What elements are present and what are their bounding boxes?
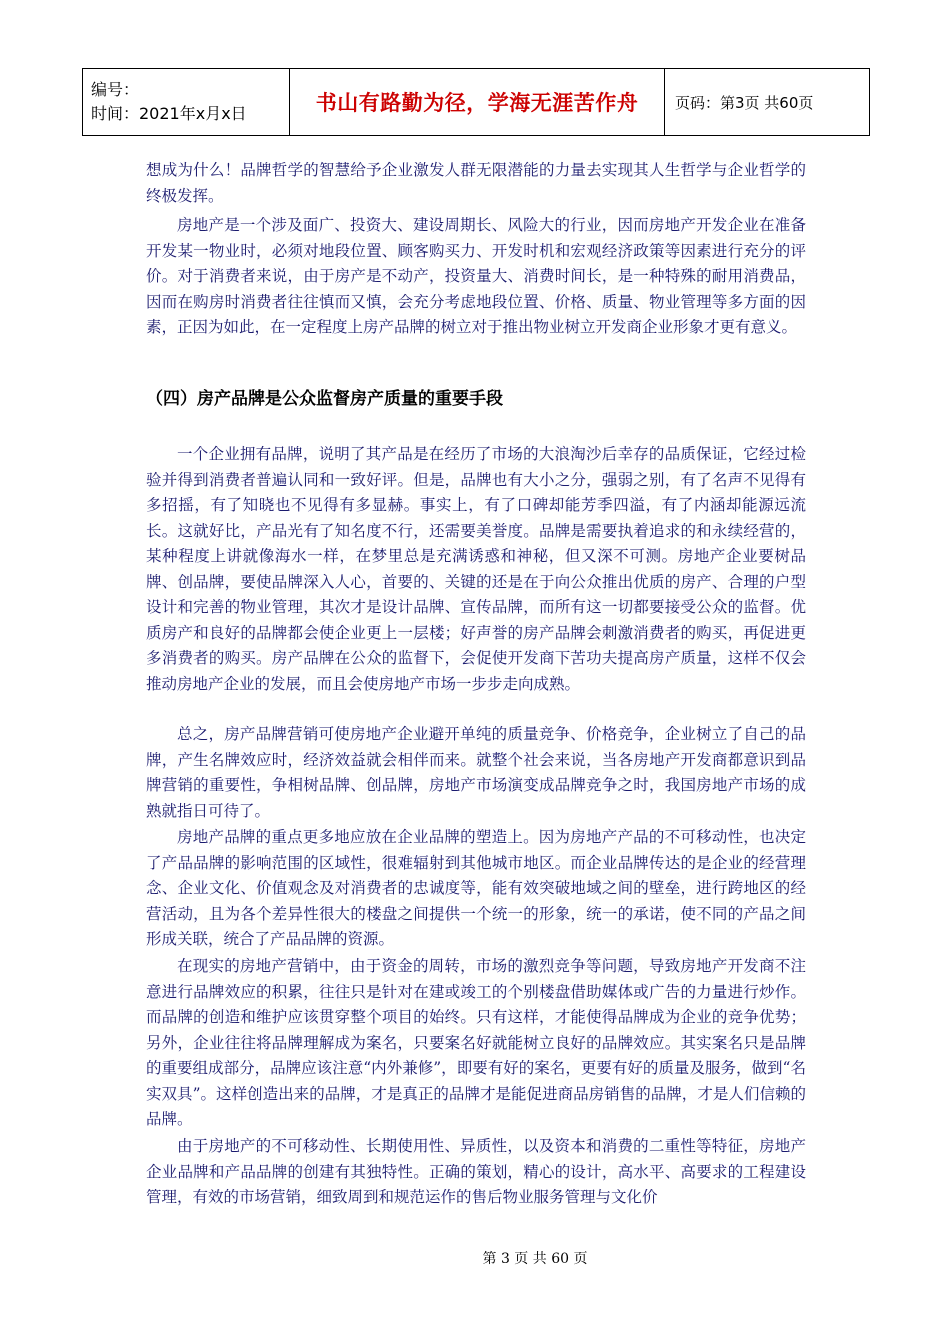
header-meta (83, 69, 290, 136)
header-motto: 书山有路勤为径，学海无涯苦作舟 (290, 69, 665, 136)
time-label: 时间：2021年x月x日 (91, 104, 247, 123)
document-header (82, 68, 870, 136)
paragraph-2: 房地产是一个涉及面广、投资大、建设周期长、风险大的行业，因而房地产开发企业在准备开发某一物业时，必须对地段位置、顾客购买力、开发时机和宏观经济政策等因素进行充分的评价。对于消费者来说，由于房产是不动产，投资量大、消费时间长，是一种特殊的耐用消费品，因而在购房时消费者往往慎而又慎，会充分考虑地段位置、价格、质量、物业管理等多方面的因素，正因为如此，在一定程度上房产品牌的树立对于推出物业树立开发商企业形象才更有意义。 (146, 216, 806, 336)
paragraph-1: 想成为什么！品牌哲学的智慧给予企业激发人群无限潜能的力量去实现其人生哲学与企业哲学的终极发挥。 (146, 161, 806, 205)
paragraph-3: 一个企业拥有品牌，说明了其产品是在经历了市场的大浪淘沙后幸存的品质保证，它经过检验并得到消费者普遍认同和一致好评。但是，品牌也有大小之分，强弱之别，有了名声不见得有多招摇，有了知晓也不见得有多显赫。事实上，有了口碑却能芳季四溢，有了内涵却能源远流长。这就好比，产品光有了知名度不行，还需要美誉度。品牌是需要执着追求的和永续经营的，某种程度上讲就像海水一样，在梦里总是充满诱惑和神秘，但又深不可测。房地产企业要树品牌、创品牌，要使品牌深入人心，首要的、关键的还是在于向公众推出优质的房产、合理的户型设计和完善的物业管理，其次才是设计品牌、宣传品牌，而所有这一切都要接受公众的监督。优质房产和良好的品牌都会使企业更上一层楼；好声誉的房产品牌会刺激消费者的购买，再促进更多消费者的购买。房产品牌在公众的监督下，会促使开发商下苦功夫提高房产质量，这样不仅会推动房地产企业的发展，而且会使房地产市场一步步走向成熟。 (146, 445, 806, 693)
code-label: 编号： (91, 80, 140, 99)
section-heading: （四）房产品牌是公众监督房产质量的重要手段 (146, 389, 503, 409)
paragraph-4: 总之，房产品牌营销可使房地产企业避开单纯的质量竞争、价格竞争，企业树立了自己的品牌，产生名牌效应时，经济效益就会相伴而来。就整个社会来说，当各房地产开发商都意识到品牌营销的重要性，争相树品牌、创品牌，房地产市场演变成品牌竞争之时，我国房地产市场的成熟就指日可待了。 (146, 725, 806, 820)
paragraph-5: 房地产品牌的重点更多地应放在企业品牌的塑造上。因为房地产产品的不可移动性，也决定了产品品牌的影响范围的区域性，很难辐射到其他城市地区。而企业品牌传达的是企业的经营理念、企业文化、价值观念及对消费者的忠诚度等，能有效突破地域之间的壁垒，进行跨地区的经营活动，且为各个差异性很大的楼盘之间提供一个统一的形象，统一的承诺，使不同的产品之间形成关联，统合了产品品牌的资源。 (146, 828, 806, 948)
paragraph-7: 由于房地产的不可移动性、长期使用性、异质性，以及资本和消费的二重性等特征，房地产企业品牌和产品品牌的创建有其独特性。正确的策划，精心的设计，高水平、高要求的工程建设管理，有效的市场营销，细致周到和规范运作的售后物业服务管理与文化价 (146, 1137, 806, 1206)
paragraph-6: 在现实的房地产营销中，由于资金的周转，市场的激烈竞争等问题，导致房地产开发商不注意进行品牌效应的积累，往往只是针对在建或竣工的个别楼盘借助媒体或广告的力量进行炒作。而品牌的创造和维护应该贯穿整个项目的始终。只有这样，才能使得品牌成为企业的竞争优势；另外，企业往往将品牌理解成为案名，只要案名好就能树立良好的品牌效应。其实案名只是品牌的重要组成部分，品牌应该注意“内外兼修”，即要有好的案名，更要有好的质量及服务，做到“名实双具”。这样创造出来的品牌，才是真正的品牌才是能促进商品房销售的品牌，才是人们信赖的品牌。 (146, 957, 806, 1128)
header-page-info: 页码：第3页 共60页 (665, 69, 870, 136)
page-footer: 第 3 页 共 60 页 (482, 1251, 588, 1267)
